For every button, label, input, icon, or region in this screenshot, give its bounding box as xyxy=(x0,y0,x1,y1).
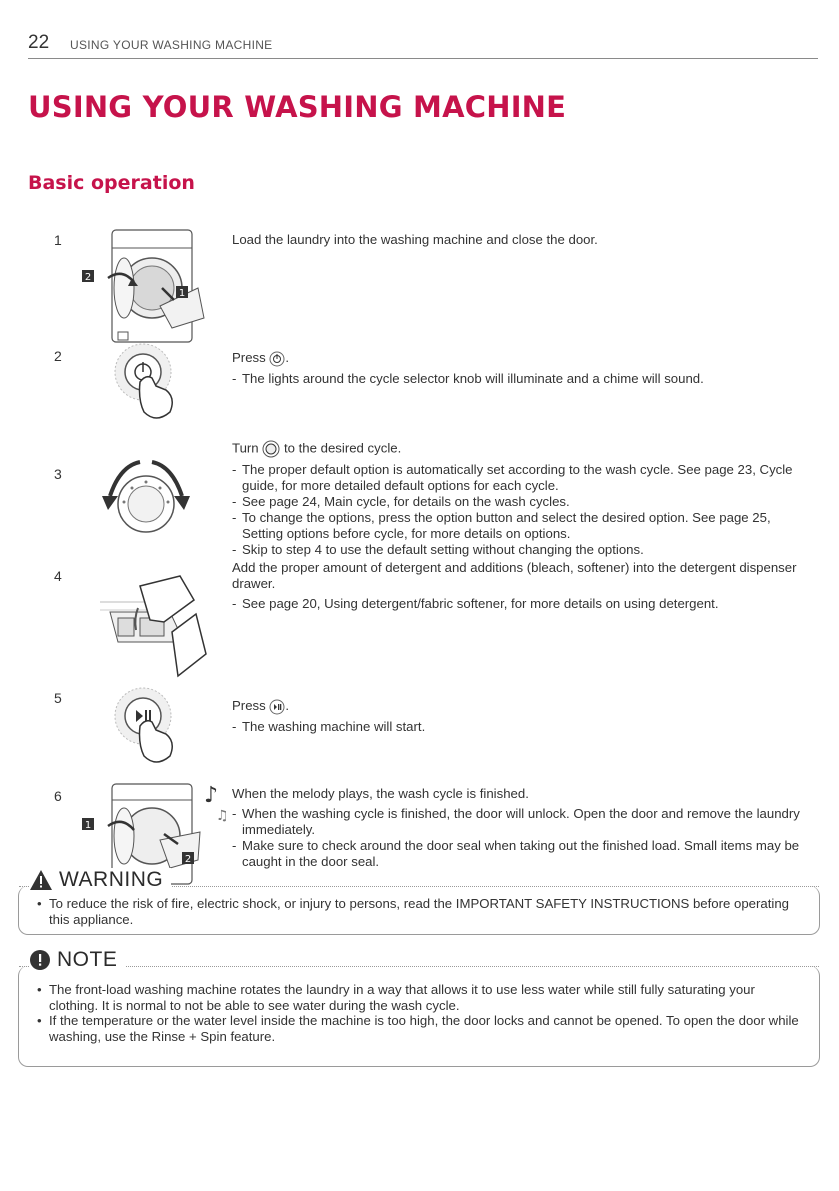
svg-text:2: 2 xyxy=(184,854,192,865)
step-number: 5 xyxy=(54,690,62,706)
step-6-bullets xyxy=(232,806,807,870)
step-number: 2 xyxy=(54,348,62,364)
start-pause-icon xyxy=(269,699,285,715)
step-2-main xyxy=(232,350,807,367)
step-3-text xyxy=(232,440,807,558)
svg-text:1: 1 xyxy=(84,820,92,831)
list-item: - The washing machine will start. xyxy=(232,719,807,735)
step-4-bullets xyxy=(232,596,807,612)
cycle-knob-icon xyxy=(262,440,280,458)
info-icon xyxy=(29,949,51,971)
step-5-main-prefix: Press xyxy=(232,698,266,713)
page-number: 22 xyxy=(28,32,50,53)
step-5-bullets xyxy=(232,719,807,735)
power-button-icon xyxy=(269,351,285,367)
step-6-text xyxy=(232,786,807,870)
list-item: - When the washing cycle is finished, the door will unlock. Open the door and remove the laundry immediately. xyxy=(232,806,807,838)
list-item: - Skip to step 4 to use the default setting without changing the options. xyxy=(232,542,807,558)
running-title: USING YOUR WASHING MACHINE xyxy=(70,38,273,52)
warning-box xyxy=(18,868,820,935)
press-start-button-illustration xyxy=(80,686,210,776)
step-number: 3 xyxy=(54,466,62,482)
step-6-main: When the melody plays, the wash cycle is finished. xyxy=(232,786,529,801)
list-item: - See page 20, Using detergent/fabric softener, for more details on using detergent. xyxy=(232,596,807,612)
step-3-main-prefix: Turn xyxy=(232,440,259,456)
step-1-text xyxy=(232,232,807,248)
step-4-main: Add the proper amount of detergent and additions (bleach, softener) into the detergent dispenser drawer. xyxy=(232,560,797,591)
load-laundry-illustration xyxy=(80,228,210,348)
note-box xyxy=(18,948,820,1067)
list-item: - To change the options, press the option button and select the desired option. See page 25, Setting options before cycle, for more details on options. xyxy=(232,510,807,542)
sub-title: Basic operation xyxy=(28,172,195,194)
list-item: • To reduce the risk of fire, electric shock, or injury to persons, read the IMPORTANT SAFETY INSTRUCTIONS before operating this appliance. xyxy=(37,896,803,927)
svg-text:♪: ♪ xyxy=(204,783,219,808)
step-number: 4 xyxy=(54,568,62,584)
step-3-main xyxy=(232,440,807,458)
list-item: • The front-load washing machine rotates the laundry in a way that allows it to use less water while still fully saturating your clothing. It is normal to not be able to see water during the wash cycle. xyxy=(37,982,803,1013)
page-header xyxy=(28,28,818,59)
note-list xyxy=(37,982,803,1044)
step-2-text xyxy=(232,350,807,387)
turn-cycle-knob-illustration xyxy=(80,456,210,556)
warning-title: WARNING xyxy=(59,868,164,891)
note-header xyxy=(29,948,125,972)
step-5-text xyxy=(232,698,807,735)
warning-header xyxy=(29,868,171,892)
section-title: USING YOUR WASHING MACHINE xyxy=(28,90,567,124)
step-5-main xyxy=(232,698,807,715)
list-item: • If the temperature or the water level inside the machine is too high, the door locks and cannot be opened. To open the door while washing, use the Rinse + Spin feature. xyxy=(37,1013,803,1044)
list-item: - See page 24, Main cycle, for details on the wash cycles. xyxy=(232,494,807,510)
list-item: - Make sure to check around the door seal when taking out the finished load. Small items may be caught in the door seal. xyxy=(232,838,807,870)
press-power-button-illustration xyxy=(80,342,210,432)
step-number: 1 xyxy=(54,232,62,248)
warning-list xyxy=(37,896,803,927)
svg-text:2: 2 xyxy=(84,272,92,283)
step-4-text xyxy=(232,560,807,612)
list-item: - The lights around the cycle selector knob will illuminate and a chime will sound. xyxy=(232,371,807,387)
step-number: 6 xyxy=(54,788,62,804)
svg-text:1: 1 xyxy=(178,288,186,299)
step-2-main-suffix: . xyxy=(285,350,290,365)
warning-triangle-icon xyxy=(29,869,53,891)
step-3-bullets xyxy=(232,462,807,558)
step-3-main-suffix: to the desired cycle. xyxy=(283,440,402,456)
step-1-main: Load the laundry into the washing machine and close the door. xyxy=(232,232,598,247)
step-5-main-suffix: . xyxy=(285,698,290,713)
step-2-bullets xyxy=(232,371,807,387)
add-detergent-illustration xyxy=(80,572,210,682)
note-title: NOTE xyxy=(57,948,118,971)
list-item: - The proper default option is automatically set according to the wash cycle. See page 23, Cycle guide, for more detailed default options for each cycle. xyxy=(232,462,807,494)
svg-text:♫: ♫ xyxy=(216,808,229,824)
step-2-main-prefix: Press xyxy=(232,350,266,365)
